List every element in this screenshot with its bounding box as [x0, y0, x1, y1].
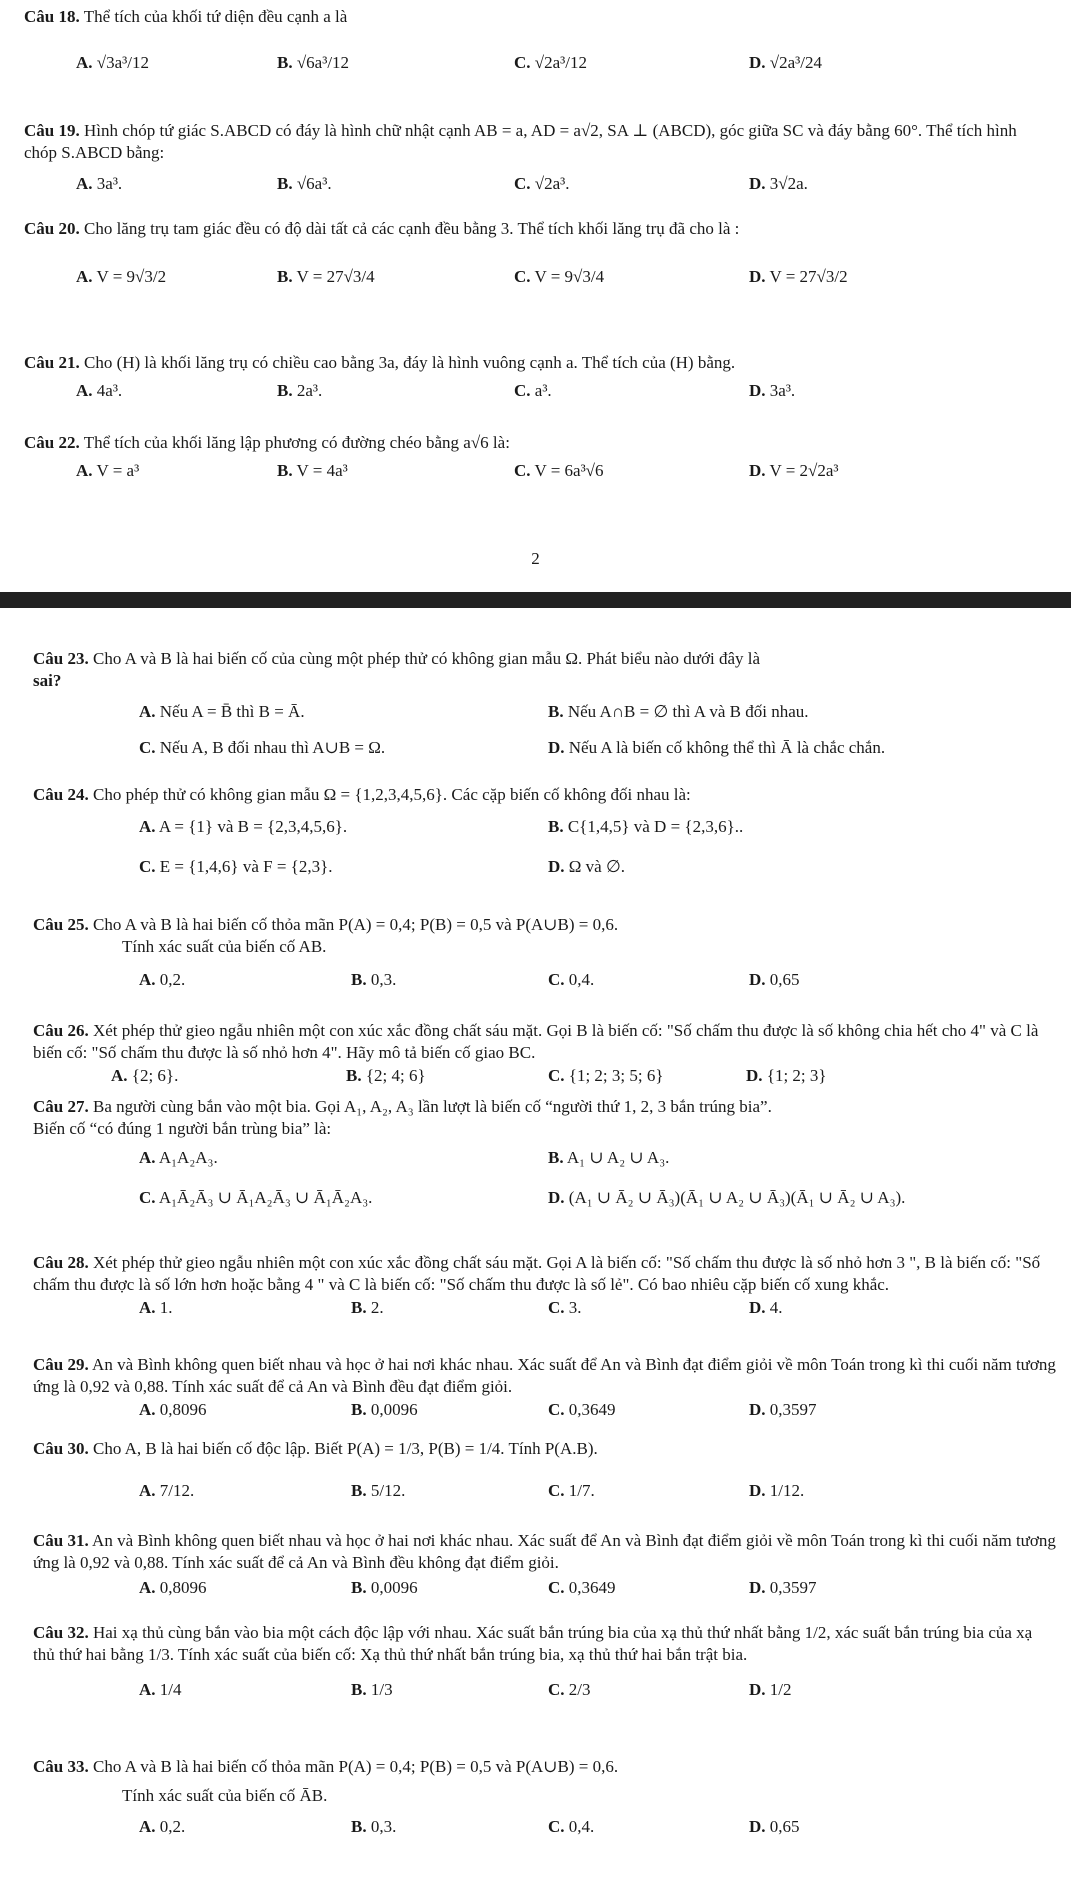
option-c[interactable]: C. 0,4.: [548, 969, 595, 989]
question-30: Câu 30. Cho A, B là hai biến cố độc lập. Biết P(A) = 1/3, P(B) = 1/4. Tính P(A.B). A. 7/12. B. 5/12. C. 1/7. D. 1/12.: [33, 1438, 1057, 1514]
option-c[interactable]: C. V = 9√3/4: [514, 267, 605, 287]
option-d[interactable]: D. 3a³.: [749, 381, 796, 401]
option-b[interactable]: B. {2; 4; 6}: [346, 1065, 426, 1085]
option-a[interactable]: A. 3a³.: [76, 173, 123, 193]
page-number: 2: [531, 549, 540, 568]
option-b[interactable]: B. Nếu A∩B = ∅ thì A và B đối nhau.: [548, 701, 809, 721]
option-d[interactable]: D. 4.: [749, 1297, 783, 1317]
option-d[interactable]: D. Ω và ∅.: [548, 857, 626, 877]
question-33: Câu 33. Cho A và B là hai biến cố thỏa mãn P(A) = 0,4; P(B) = 0,5 và P(A∪B) = 0,6. Tính xác suất của biến cố ĀB. A. 0,2. B. 0,3. C. 0,4. D. 0,65: [33, 1756, 1057, 1842]
question-21: Câu 21. Cho (H) là khối lăng trụ có chiều cao bằng 3a, đáy là hình vuông cạnh a. Thể tích của (H) bằng. A. 4a³. B. 2a³. C. a³. D. 3a³.: [24, 352, 1051, 414]
option-c[interactable]: C. V = 6a³√6: [514, 461, 604, 481]
question-24: Câu 24. Cho phép thử có không gian mẫu Ω = {1,2,3,4,5,6}. Các cặp biến cố không đối nhau là: A. A = {1} và B = {2,3,4,5,6}. B. C{1,4,5} và D = {2,3,6}.. C. E = {1,4,6} và F = {2,3}. D. Ω và ∅.: [33, 784, 1057, 890]
option-a[interactable]: A. 0,8096: [139, 1577, 207, 1597]
option-a[interactable]: A. 0,8096: [139, 1399, 207, 1419]
question-23: Câu 23. Cho A và B là hai biến cố của cùng một phép thử có không gian mẫu Ω. Phát biểu nào dưới đây là sai? A. Nếu A = B̄ thì B = Ā. B. Nếu A∩B = ∅ thì A và B đối nhau. C. Nếu A, B đối nhau thì A∪B = Ω. D. Nếu A là biến cố không thể thì Ā là chắc chắn.: [33, 648, 1057, 771]
option-d[interactable]: D. √2a³/24: [749, 53, 822, 73]
option-a[interactable]: A. 0,2.: [139, 1817, 186, 1837]
option-d[interactable]: D. 1/12.: [749, 1481, 805, 1501]
option-c[interactable]: C. {1; 2; 3; 5; 6}: [548, 1065, 664, 1085]
option-a[interactable]: A. √3a³/12: [76, 53, 149, 73]
option-a[interactable]: A. {2; 6}.: [111, 1065, 179, 1085]
option-d[interactable]: D. 1/2: [749, 1679, 792, 1699]
option-b[interactable]: B. √6a³/12: [277, 53, 350, 73]
option-d[interactable]: D. V = 27√3/2: [749, 267, 848, 287]
option-c[interactable]: C. 0,3649: [548, 1399, 616, 1419]
option-d[interactable]: D. 0,3597: [749, 1399, 817, 1419]
option-b[interactable]: B. 0,3.: [351, 1817, 397, 1837]
option-b[interactable]: B. V = 27√3/4: [277, 267, 375, 287]
option-a[interactable]: A. 1.: [139, 1297, 173, 1317]
question-32: Câu 32. Hai xạ thủ cùng bắn vào bia một cách độc lập với nhau. Xác suất bắn trúng bia của xạ thủ thứ nhất bằng 1/2, xác suất bắn trúng bia của xạ thủ thứ hai bằng 1/3. Tính xác suất của biến cố: Xạ thủ thứ nhất bắn trúng bia, xạ thủ thứ hai bắn trật bia. A. 1/4 B. 1/3 C. 2/3 D. 1/2: [33, 1622, 1057, 1713]
option-b[interactable]: B. 5/12.: [351, 1481, 406, 1501]
option-a[interactable]: A. 1/4: [139, 1679, 182, 1699]
option-b[interactable]: B. 2a³.: [277, 381, 323, 401]
option-d[interactable]: D. {1; 2; 3}: [746, 1065, 827, 1085]
option-c[interactable]: C. 2/3: [548, 1679, 591, 1699]
option-b[interactable]: B. 2.: [351, 1297, 384, 1317]
question-20: Câu 20. Cho lăng trụ tam giác đều có độ dài tất cả các cạnh đều bằng 3. Thể tích khối lăng trụ đã cho là : A. V = 9√3/2 B. V = 27√3/4 C. V = 9√3/4 D. V = 27√3/2: [24, 218, 1051, 300]
question-22: Câu 22. Thể tích của khối lăng lập phương có đường chéo bằng a√6 là: A. V = a³ B. V = 4a³ C. V = 6a³√6 D. V = 2√2a³: [24, 432, 1051, 494]
option-c[interactable]: C. Nếu A, B đối nhau thì A∪B = Ω.: [139, 737, 386, 757]
question-18: [24, 6, 1051, 86]
option-b[interactable]: B. A₁ ∪ A₂ ∪ A₃.: [548, 1147, 670, 1167]
option-a[interactable]: A. V = a³: [76, 461, 140, 481]
option-d[interactable]: D. V = 2√2a³: [749, 461, 839, 481]
option-c[interactable]: C. √2a³.: [514, 173, 570, 193]
option-a[interactable]: A. 4a³.: [76, 381, 123, 401]
page-bottom: [0, 608, 1071, 1889]
question-27: Câu 27. Ba người cùng bắn vào một bia. Gọi A₁, A₂, A₃ lần lượt là biến cố “người thứ 1, 2, 3 bắn trúng bia”. Biến cố “có đúng 1 người bắn trùng bia” là: A. A₁A₂A₃. B. A₁ ∪ A₂ ∪ A₃. C. A₁Ā₂Ā₃ ∪ Ā₁A₂Ā₃ ∪ Ā₁Ā₂A₃. D. (A₁ ∪ Ā₂ ∪ Ā₃)(Ā₁ ∪ A₂ ∪ Ā₃)(Ā₁ ∪ Ā₂ ∪ A₃).: [33, 1096, 1057, 1221]
option-b[interactable]: B. √6a³.: [277, 173, 332, 193]
option-a[interactable]: A. V = 9√3/2: [76, 267, 167, 287]
option-d[interactable]: D. 0,65: [749, 969, 800, 989]
option-c[interactable]: C. a³.: [514, 381, 552, 401]
option-d[interactable]: D. 0,3597: [749, 1577, 817, 1597]
option-b[interactable]: B. 0,0096: [351, 1577, 418, 1597]
option-c[interactable]: C. A₁Ā₂Ā₃ ∪ Ā₁A₂Ā₃ ∪ Ā₁Ā₂A₃.: [139, 1187, 373, 1207]
option-c[interactable]: C. E = {1,4,6} và F = {2,3}.: [139, 857, 333, 877]
option-c[interactable]: C. √2a³/12: [514, 53, 587, 73]
option-c[interactable]: C. 1/7.: [548, 1481, 595, 1501]
question-19: Câu 19. Hình chóp tứ giác S.ABCD có đáy là hình chữ nhật cạnh AB = a, AD = a√2, SA ⊥ (ABCD), góc giữa SC và đáy bằng 60°. Thể tích hình chóp S.ABCD bằng: A. 3a³. B. √6a³. C. √2a³. D. 3√2a.: [24, 120, 1051, 207]
option-a[interactable]: A. 0,2.: [139, 969, 186, 989]
option-c[interactable]: C. 3.: [548, 1297, 582, 1317]
option-b[interactable]: B. 1/3: [351, 1679, 393, 1699]
question-25: Câu 25. Cho A và B là hai biến cố thỏa mãn P(A) = 0,4; P(B) = 0,5 và P(A∪B) = 0,6. Tính xác suất của biến cố AB. A. 0,2. B. 0,3. C. 0,4. D. 0,65: [33, 914, 1057, 1003]
option-b[interactable]: B. C{1,4,5} và D = {2,3,6}..: [548, 817, 744, 837]
option-c[interactable]: C. 0,3649: [548, 1577, 616, 1597]
option-d[interactable]: D. Nếu A là biến cố không thể thì Ā là chắc chắn.: [548, 737, 886, 757]
option-a[interactable]: A. 7/12.: [139, 1481, 195, 1501]
question-28: Câu 28. Xét phép thử gieo ngẫu nhiên một con xúc xắc đồng chất sáu mặt. Gọi A là biến cố: "Số chấm thu được là số nhỏ hơn 3 ", B là biến cố: "Số chấm thu được là số lớn hơn hoặc bằng 4 " và C là biến cố: "Số chấm thu được là số lẻ". Có bao nhiêu cặp biến cố xung khắc. A. 1. B. 2. C. 3. D. 4.: [33, 1252, 1057, 1319]
option-b[interactable]: B. 0,0096: [351, 1399, 418, 1419]
option-b[interactable]: B. V = 4a³: [277, 461, 348, 481]
option-a[interactable]: A. A₁A₂A₃.: [139, 1147, 218, 1167]
option-d[interactable]: D. 0,65: [749, 1817, 800, 1837]
option-d[interactable]: D. (A₁ ∪ Ā₂ ∪ Ā₃)(Ā₁ ∪ A₂ ∪ Ā₃)(Ā₁ ∪ Ā₂ ∪ A₃).: [548, 1187, 906, 1207]
question-31: Câu 31. An và Bình không quen biết nhau và học ở hai nơi khác nhau. Xác suất để An và Bình đạt điểm giỏi về môn Toán trong kì thi cuối năm tương ứng là 0,92 và 0,88. Tính xác suất để cả An và Bình đều không đạt điểm giỏi. A. 0,8096 B. 0,0096 C. 0,3649 D. 0,3597: [33, 1530, 1057, 1599]
option-a[interactable]: A. Nếu A = B̄ thì B = Ā.: [139, 701, 305, 721]
question-26: Câu 26. Xét phép thử gieo ngẫu nhiên một con xúc xắc đồng chất sáu mặt. Gọi B là biến cố: "Số chấm thu được là số không chia hết cho 4" và C là biến cố: "Số chấm thu được là số nhỏ hơn 4". Hãy mô tả biến cố giao BC. A. {2; 6}. B. {2; 4; 6} C. {1; 2; 3; 5; 6} D. {1; 2; 3}: [33, 1020, 1057, 1091]
option-b[interactable]: B. 0,3.: [351, 969, 397, 989]
page-top: [0, 0, 1071, 592]
page-divider: [0, 592, 1071, 608]
option-d[interactable]: D. 3√2a.: [749, 173, 808, 193]
option-c[interactable]: C. 0,4.: [548, 1817, 595, 1837]
question-text: Thể tích của khối tứ diện đều cạnh a là: [83, 7, 348, 26]
question-29: Câu 29. An và Bình không quen biết nhau và học ở hai nơi khác nhau. Xác suất để An và Bình đạt điểm giỏi về môn Toán trong kì thi cuối năm tương ứng là 0,92 và 0,88. Tính xác suất để cả An và Bình đều đạt điểm giỏi. A. 0,8096 B. 0,0096 C. 0,3649 D. 0,3597: [33, 1354, 1057, 1421]
question-label: Câu 18.: [24, 7, 80, 26]
option-a[interactable]: A. A = {1} và B = {2,3,4,5,6}.: [139, 817, 348, 837]
